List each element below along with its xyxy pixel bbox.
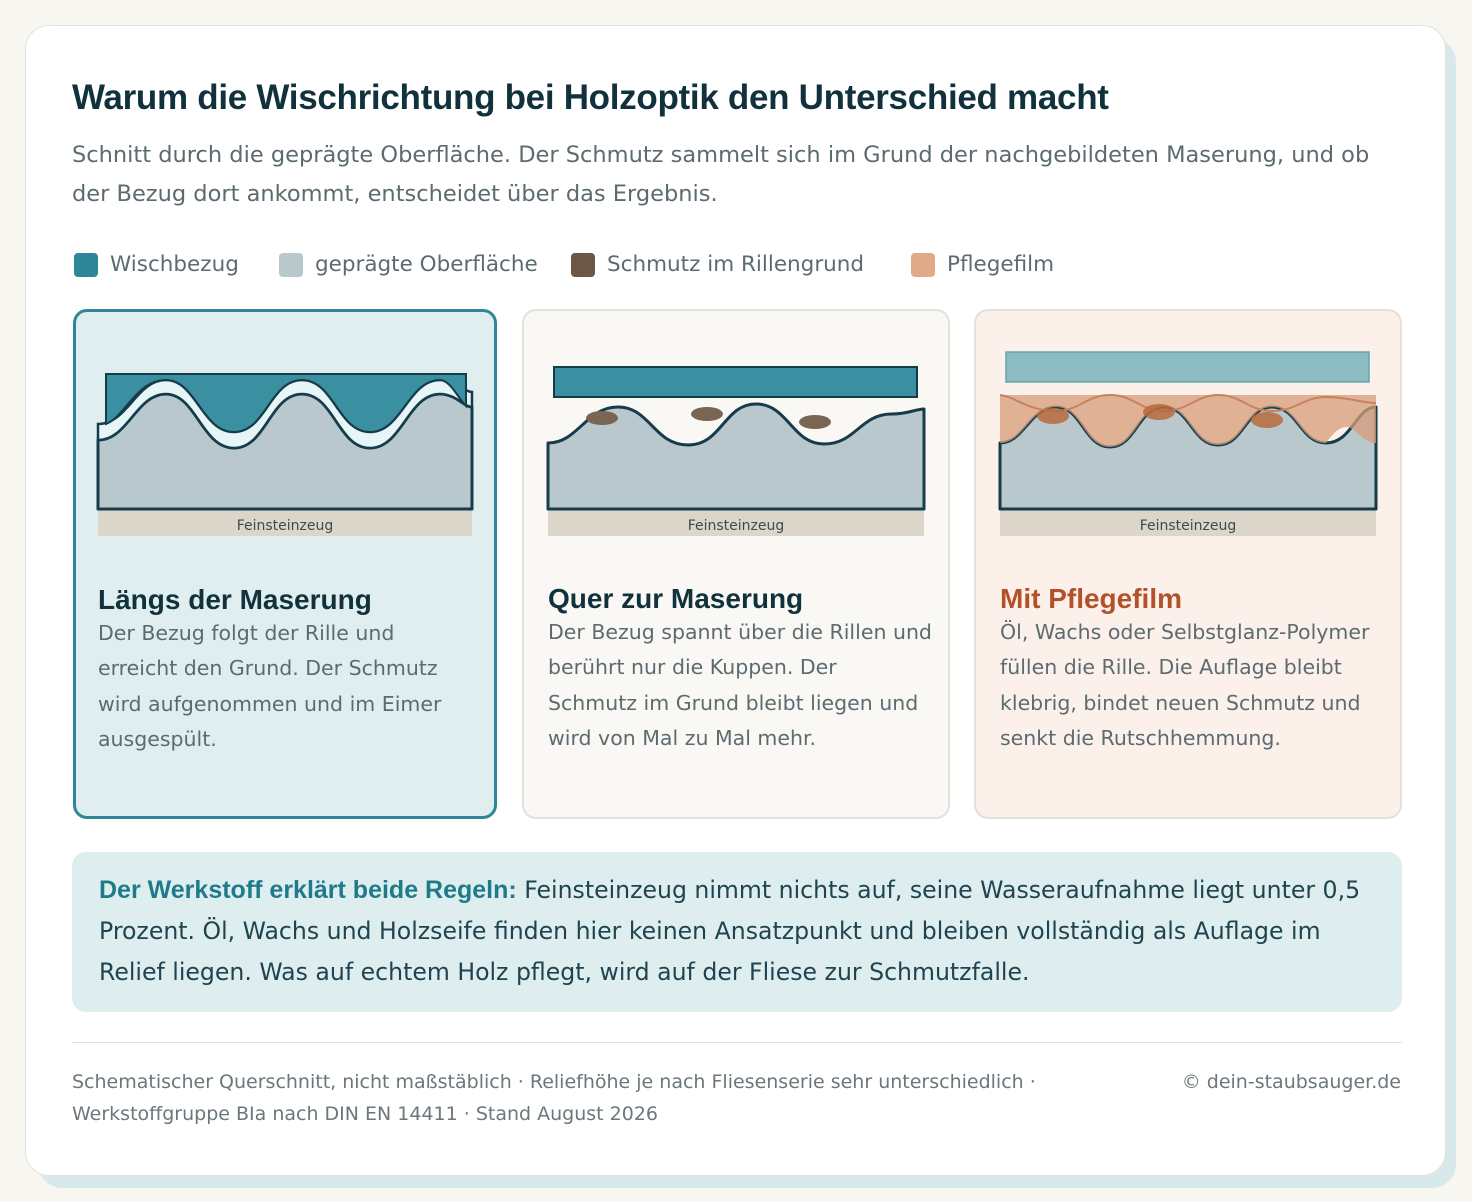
- note-text: [99, 870, 1384, 993]
- footer-copyright: © dein-staubsauger.de: [1181, 1071, 1401, 1093]
- panel-across-grain: [522, 309, 950, 819]
- material-note: [72, 852, 1402, 1012]
- panel-title: Mit Pflegefilm: [1000, 583, 1183, 614]
- mop-pad: [554, 367, 917, 397]
- page-title: Warum die Wischrichtung bei Holzoptik den Unterschied macht: [72, 78, 1109, 117]
- embossed-surface: [98, 394, 472, 509]
- base-label: Feinsteinzeug: [236, 518, 334, 534]
- panel-title: Quer zur Maserung: [548, 583, 804, 614]
- panel-title: Längs der Maserung: [98, 584, 372, 615]
- legend-swatch: [74, 253, 98, 277]
- footer-note: Schematischer Querschnitt, nicht maßstäblich · Reliefhöhe je nach Fliesenserie sehr unterschiedlich · Werkstoffgruppe BIa nach DIN EN 14411 · Stand August 2026: [72, 1071, 1036, 1125]
- note-body: Feinsteinzeug nimmt nichts auf, seine Wasseraufnahme liegt unter 0,5 Prozent. Öl, Wachs und Holzseife finden hier keinen Ansatzpunkt und bleiben vollständig als Auflage im Relief liegen. Was auf echtem Holz pflegt, wird auf der Fliese zur Schmutzfalle.: [99, 876, 1361, 986]
- panel-with-care-film: [974, 309, 1402, 819]
- base-label: Feinsteinzeug: [687, 518, 785, 534]
- divider: [72, 1042, 1402, 1043]
- legend-item-mop: [74, 252, 239, 277]
- panel-along-grain: [73, 309, 497, 819]
- cross-section-along-grain: [76, 312, 496, 552]
- note-heading: Der Werkstoff erklärt beide Regeln:: [99, 876, 517, 904]
- cross-section-across-grain: [524, 311, 948, 551]
- mop-pad: [1006, 352, 1369, 382]
- legend-swatch: [571, 253, 595, 277]
- dirt-deposit: [586, 411, 618, 425]
- panel-text: Öl, Wachs oder Selbstglanz-Polymer füllen die Rille. Die Auflage bleibt klebrig, bindet neuen Schmutz und senkt die Rutschhemmung.: [1000, 620, 1370, 750]
- bound-dirt: [1037, 408, 1069, 424]
- cross-section-with-film: [976, 311, 1400, 551]
- panel-text: Der Bezug folgt der Rille und erreicht den Grund. Der Schmutz wird aufgenommen und im Eimer ausgespült.: [98, 621, 442, 751]
- page-subtitle: Schnitt durch die geprägte Oberfläche. Der Schmutz sammelt sich im Grund der nachgebildeten Maserung, und ob der Bezug dort ankommt, entscheidet über das Ergebnis.: [72, 142, 1370, 207]
- legend-label: Pflegefilm: [947, 252, 1055, 277]
- bound-dirt: [1143, 404, 1175, 420]
- panel-text: Der Bezug spannt über die Rillen und berührt nur die Kuppen. Der Schmutz im Grund bleibt liegen und wird von Mal zu Mal mehr.: [548, 620, 932, 750]
- legend-label: Wischbezug: [110, 252, 239, 277]
- bound-dirt: [1251, 412, 1283, 428]
- dirt-deposit: [691, 407, 723, 421]
- legend-item-dirt: [571, 252, 864, 277]
- legend-label: geprägte Oberfläche: [315, 252, 538, 277]
- dirt-deposit: [799, 415, 831, 429]
- legend-item-surface: [279, 252, 538, 277]
- legend-label: Schmutz im Rillengrund: [607, 252, 865, 277]
- legend-item-film: [911, 252, 1054, 277]
- legend-swatch: [911, 253, 935, 277]
- base-label: Feinsteinzeug: [1139, 518, 1237, 534]
- legend-swatch: [279, 253, 303, 277]
